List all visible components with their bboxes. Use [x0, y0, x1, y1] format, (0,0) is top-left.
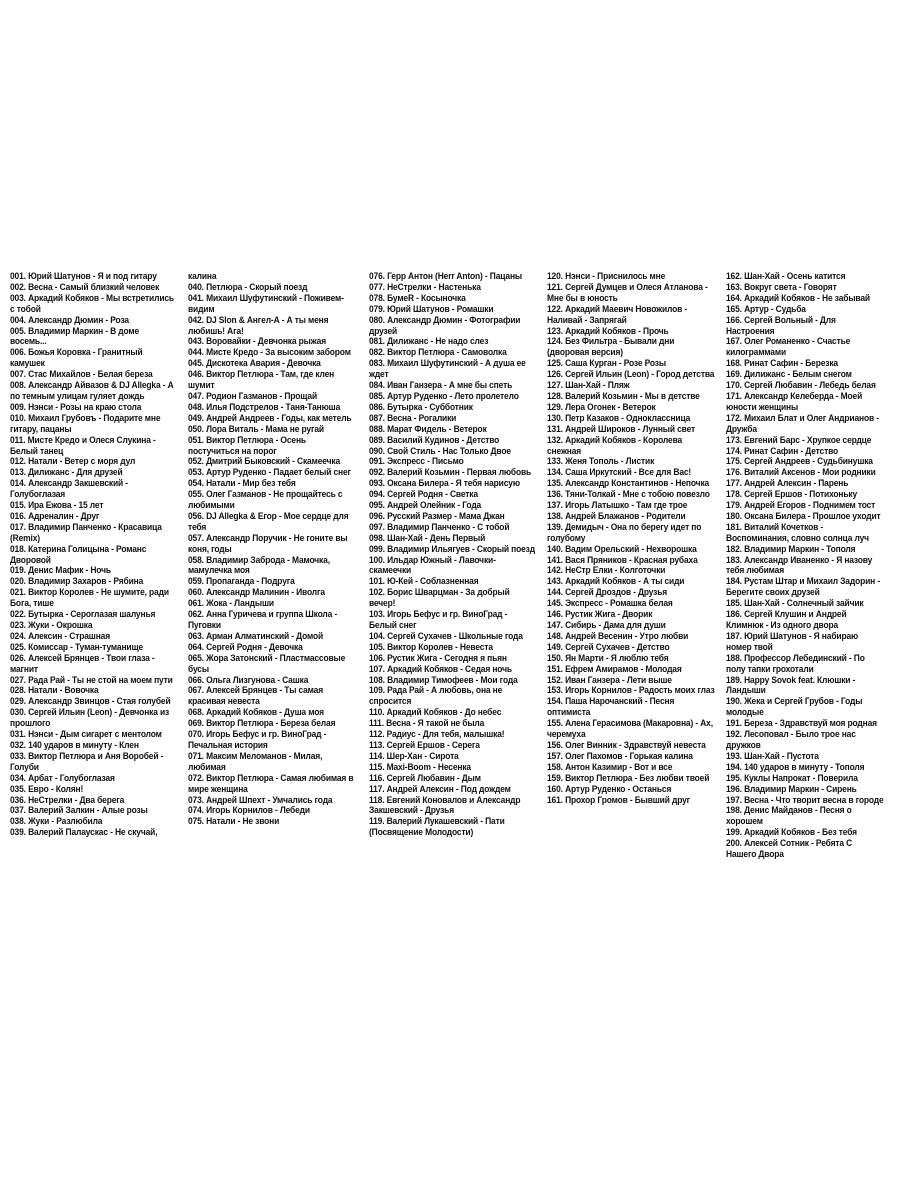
track-item: 073. Андрей Шпехт - Умчались года: [187, 794, 333, 805]
track-item: 170. Сергей Любавин - Лебедь белая: [725, 380, 876, 391]
track-item: 047. Родион Газманов - Прощай: [187, 390, 317, 401]
track-item: 174. Ринат Сафин - Детство: [725, 445, 838, 456]
track-item: 146. Рустик Жига - Дворик: [546, 609, 653, 620]
track-item: 107. Аркадий Кобяков - Седая ночь: [368, 663, 512, 674]
track-item: 080. Александр Дюмин - Фотографии друзей: [368, 314, 521, 336]
track-item: 155. Алена Герасимова (Макаровна) - Ах, черемуха: [546, 718, 713, 740]
track-item: 109. Рада Рай - А любовь, она не спросится: [368, 685, 503, 707]
track-item: 180. Оксана Билера - Прошлое уходит: [725, 510, 881, 521]
track-item: 005. Владимир Маркин - В доме восемь...: [10, 325, 140, 347]
track-item: 126. Сергей Ильин (Leon) - Город детства: [546, 369, 715, 380]
track-item: 116. Сергей Любавин - Дым: [368, 772, 481, 783]
track-item: 033. Виктор Петлюра и Аня Воробей - Голуби: [10, 750, 164, 772]
track-item: 011. Мисте Кредо и Олеся Слукина - Белый танец: [10, 434, 156, 456]
track-item: 177. Андрей Алексин - Парень: [725, 478, 849, 489]
track-item: 032. 140 ударов в минуту - Клен: [10, 739, 139, 750]
track-item: 088. Марат Фидель - Ветерок: [368, 423, 487, 434]
track-item: 172. Михаил Блат и Олег Андрианов - Дружба: [725, 412, 879, 434]
track-list: [726, 271, 887, 860]
track-item: 079. Юрий Шатунов - Ромашки: [368, 303, 494, 314]
track-item: 020. Владимир Захаров - Рябина: [10, 576, 144, 587]
track-item: 135. Александр Константинов - Непочка: [546, 478, 710, 489]
track-item: 057. Александр Поручик - Не гоните вы коня, годы: [187, 532, 348, 554]
track-item: 143. Аркадий Кобяков - А ты сиди: [546, 576, 685, 587]
track-item: 156. Олег Винник - Здравствуй невеста: [546, 739, 706, 750]
track-item: 051. Виктор Петлюра - Осень постучиться на порог: [187, 434, 306, 456]
track-item: 027. Рада Рай - Ты не стой на моем пути: [10, 674, 173, 685]
track-item: 154. Паша Нарочанский - Песня оптимиста: [546, 696, 675, 718]
track-item: 066. Ольга Лизгунова - Сашка: [187, 674, 309, 685]
track-column-4: [547, 271, 719, 941]
track-item: 118. Евгений Коновалов и Александр Закшевский - Друзья: [368, 794, 521, 816]
track-item: 042. DJ Slon & Ангел-А - А ты меня любишь! Ага!: [187, 314, 329, 336]
track-item: 009. Нэнси - Розы на краю стола: [10, 401, 142, 412]
track-item: 055. Олег Газманов - Не прощайтесь с любимыми: [187, 489, 343, 511]
track-item: 034. Арбат - Голубоглазая: [10, 772, 115, 783]
track-item: 095. Андрей Олейник - Года: [368, 500, 482, 511]
track-item: 046. Виктор Петлюра - Там, где клен шумит: [187, 369, 335, 391]
track-item: 105. Виктор Королев - Невеста: [368, 641, 493, 652]
track-item: 084. Иван Ганзера - А мне бы спеть: [368, 380, 513, 391]
track-item: 029. Александр Звинцов - Стая голубей: [10, 696, 171, 707]
track-item: 007. Стас Михайлов - Белая береза: [10, 369, 153, 380]
track-item: 176. Виталий Аксенов - Мои родники: [725, 467, 876, 478]
track-column-3: [369, 271, 540, 941]
track-item: 119. Валерий Лукашевский - Пати (Посвящение Молодости): [368, 816, 505, 838]
track-item: 129. Лера Огонек - Ветерок: [546, 401, 656, 412]
track-item: 049. Андрей Андреев - Годы, как метель: [187, 412, 352, 423]
track-item: 104. Сергей Сухачев - Школьные года: [368, 630, 523, 641]
track-item: 132. Аркадий Кобяков - Королева снежная: [546, 434, 682, 456]
track-item: 090. Свой Стиль - Нас Только Двое: [368, 445, 511, 456]
track-item: 023. Жуки - Окрошка: [10, 620, 93, 630]
track-item: 165. Артур - Судьба: [725, 303, 806, 314]
track-item: 021. Виктор Королев - Не шумите, ради Бога, тише: [10, 587, 169, 609]
track-item: 060. Александр Малинин - Иволга: [187, 587, 325, 598]
track-item: 067. Алексей Брянцев - Ты самая красивая невеста: [187, 685, 323, 707]
track-item: 157. Олег Пахомов - Горькая калина: [546, 750, 693, 761]
track-item: 085. Артур Руденко - Лето пролетело: [368, 390, 519, 401]
track-item: 097. Владимир Панченко - С тобой: [368, 521, 510, 532]
track-item: 101. Ю-Кей - Соблазненная: [368, 576, 479, 587]
track-item: 012. Натали - Ветер с моря дул: [10, 456, 136, 467]
track-item: 022. Бутырка - Сероглазая шалунья: [10, 609, 156, 620]
track-item: 152. Иван Ганзера - Лети выше: [546, 674, 672, 685]
track-item: 185. Шан-Хай - Солнечный зайчик: [725, 598, 864, 609]
track-item: 098. Шан-Хай - День Первый: [368, 532, 486, 543]
track-item: 192. Лесоповал - Было трое нас дружков: [725, 729, 856, 750]
track-item: 019. Денис Мафик - Ночь: [10, 565, 111, 576]
track-item: 123. Аркадий Кобяков - Прочь: [546, 325, 669, 336]
track-item: 076. Герр Антон (Herr Anton) - Пацаны: [368, 271, 522, 281]
track-item: 018. Катерина Голицына - Романс Дворовой: [10, 543, 147, 565]
track-item: 197. Весна - Что творит весна в городе: [725, 794, 884, 805]
track-item: 189. Happy Sovok feat. Клюшки - Ландыши: [725, 674, 856, 696]
track-item: 037. Валерий Залкин - Алые розы: [10, 805, 148, 816]
track-item: 025. Комиссар - Туман-туманище: [10, 641, 144, 652]
track-item: 117. Андрей Алексин - Под дождем: [368, 783, 511, 794]
track-item: 043. Воровайки - Девчонка рыжая: [187, 336, 326, 347]
track-item: 077. НеСтрелки - Настенька: [368, 281, 481, 292]
track-item: 038. Жуки - Разлюбила: [10, 816, 103, 827]
track-item: 036. НеСтрелки - Два берега: [10, 794, 125, 805]
track-column-5: [726, 271, 887, 941]
track-item: 031. Нэнси - Дым сигарет с ментолом: [10, 729, 162, 740]
track-item: 179. Андрей Егоров - Поднимем тост: [725, 500, 876, 511]
track-list: [188, 271, 362, 827]
track-column-1: [10, 271, 181, 941]
track-item: 196. Владимир Маркин - Сирень: [725, 783, 857, 794]
track-item: 142. НеСтр Елки - Колготочки: [546, 565, 666, 576]
track-item: 113. Сергей Ершов - Серега: [368, 739, 480, 750]
track-item: 115. Maxi-Boom - Несенка: [368, 761, 471, 772]
track-item: 184. Рустам Штар и Михаил Задорин - Берегите своих друзей: [725, 576, 880, 598]
track-item: 134. Саша Иркутский - Все для Вас!: [546, 467, 692, 478]
track-item: 045. Дискотека Авария - Девочка: [187, 358, 321, 369]
track-item: 071. Максим Меломанов - Милая, любимая: [187, 750, 323, 772]
track-item: 178. Сергей Ершов - Потихоньку: [725, 489, 857, 500]
track-item: 138. Андрей Блажанов - Родители: [546, 510, 686, 521]
track-item: 040. Петлюра - Скорый поезд: [187, 281, 308, 292]
track-item: 188. Профессор Лебединский - По полу тапки грохотали: [725, 652, 865, 674]
track-item: 061. Жока - Ландыши: [187, 598, 274, 609]
track-item: 052. Дмитрий Быковский - Скамеечка: [187, 456, 340, 467]
track-item: 056. DJ Allegka & Егор - Мое сердце для тебя: [187, 510, 349, 532]
track-item: 099. Владимир Ильягуев - Скорый поезд: [368, 543, 535, 554]
track-item: 153. Игорь Корнилов - Радость моих глаз: [546, 685, 715, 696]
track-item: 100. Ильдар Южный - Лавочки-скамеечки: [368, 554, 496, 576]
track-item: 122. Аркадий Маевич Новожилов - Наливай - Запрягай: [546, 303, 688, 325]
track-item: 026. Алексей Брянцев - Твои глаза - магнит: [10, 652, 155, 674]
track-item: 171. Александр Келеберда - Моей юности женщины: [725, 390, 863, 412]
track-item: 030. Сергей Ильин (Leon) - Девчонка из прошлого: [10, 707, 170, 729]
track-item: 194. 140 ударов в минуту - Тополя: [725, 761, 865, 772]
track-item: 094. Сергей Родня - Светка: [368, 489, 478, 500]
track-item: 064. Сергей Родня - Девочка: [187, 641, 303, 652]
track-item: 083. Михаил Шуфутинский - А душа ее ждет: [368, 358, 526, 380]
track-item: 093. Оксана Билера - Я тебя нарисую: [368, 478, 520, 489]
track-item: 068. Аркадий Кобяков - Душа моя: [187, 707, 324, 718]
track-item: 141. Вася Пряников - Красная рубаха: [546, 554, 698, 565]
track-item: 014. Александр Закшевский - Голубоглазая: [10, 478, 128, 500]
track-item: 024. Алексин - Страшная: [10, 630, 110, 641]
track-item: 127. Шан-Хай - Пляж: [546, 380, 630, 391]
track-item: 159. Виктор Петлюра - Без любви твоей: [546, 772, 710, 783]
track-item: 190. Жека и Сергей Грубов - Годы молодые: [725, 696, 863, 718]
track-item: 010. Михаил Грубовъ - Подарите мне гитару, пацаны: [10, 412, 161, 434]
track-item: 048. Илья Подстрелов - Таня-Танюша: [187, 401, 341, 412]
track-item: 124. Без Фильтра - Бывали дни (дворовая версия): [546, 336, 675, 358]
track-item: 187. Юрий Шатунов - Я набираю номер твой: [725, 630, 858, 652]
track-item: 039. Валерий Палаускас - Не скучай,: [10, 827, 158, 838]
track-column-2: [188, 271, 362, 941]
track-item: 181. Виталий Кочетков - Воспоминания, словно солнца луч: [725, 521, 869, 543]
track-item: 054. Натали - Мир без тебя: [187, 478, 296, 489]
track-item: 173. Евгений Барс - Хрупкое сердце: [725, 434, 872, 445]
track-item: 195. Куклы Напрокат - Поверила: [725, 772, 858, 783]
track-item: 087. Весна - Рогалики: [368, 412, 457, 423]
track-item: 015. Ира Ежова - 15 лет: [10, 500, 104, 511]
track-item: 145. Экспресс - Ромашка белая: [546, 598, 673, 609]
track-item: 158. Антон Казимир - Вот и все: [546, 761, 673, 772]
track-item: 112. Радиус - Для тебя, малышка!: [368, 729, 505, 740]
track-list: [10, 271, 181, 838]
track-item: 041. Михаил Шуфутинский - Поживем-видим: [187, 292, 344, 314]
track-item: 103. Игорь Бефус и гр. ВиноГрад - Белый снег: [368, 609, 508, 630]
track-item: 108. Владимир Тимофеев - Мои года: [368, 674, 518, 685]
track-item: 139. Демидыч - Она по берегу идет по голубому: [546, 521, 702, 543]
track-item: 168. Ринат Сафин - Березка: [725, 358, 838, 369]
track-item: 164. Аркадий Кобяков - Не забывай: [725, 292, 870, 303]
track-item: 125. Саша Курган - Розе Розы: [546, 358, 666, 369]
track-item: 149. Сергей Сухачев - Детство: [546, 641, 670, 652]
track-item: 058. Владимир Заброда - Мамочка, мамулечка моя: [187, 554, 330, 576]
track-item: 131. Андрей Широков - Лунный свет: [546, 423, 695, 434]
track-item: 002. Весна - Самый близкий человек: [10, 281, 160, 292]
track-item: 199. Аркадий Кобяков - Без тебя: [725, 827, 857, 838]
track-item: 186. Сергей Клушин и Андрей Климнюк - Из одного двора: [725, 609, 847, 630]
track-item: 148. Андрей Весенин - Утро любви: [546, 630, 689, 641]
track-item: 137. Игорь Латышко - Там где трое: [546, 500, 688, 511]
track-item: 167. Олег Романенко - Счастье килограммами: [725, 336, 851, 358]
track-item: 191. Береза - Здравствуй моя родная: [725, 718, 877, 729]
track-item: 081. Дилижанс - Не надо слез: [368, 336, 489, 347]
track-item: 133. Женя Тополь - Листик: [546, 456, 655, 467]
track-item: 144. Сергей Дроздов - Друзья: [546, 587, 667, 598]
track-item: 198. Денис Майданов - Песня о хорошем: [725, 805, 852, 827]
track-item: 028. Натали - Вовочка: [10, 685, 99, 696]
track-item: калина: [187, 271, 217, 281]
track-item: 175. Сергей Андреев - Судьбинушка: [725, 456, 873, 467]
track-item: 016. Адреналин - Друг: [10, 510, 100, 521]
track-item: 106. Рустик Жига - Сегодня я пьян: [368, 652, 507, 663]
track-item: 086. Бутырка - Субботник: [368, 401, 473, 412]
track-item: 008. Александр Айвазов & DJ Allegka - А по темным улицам гуляет дождь: [10, 380, 174, 401]
track-item: 089. Василий Кудинов - Детство: [368, 434, 500, 445]
track-item: 120. Нэнси - Приснилось мне: [546, 271, 666, 281]
track-item: 130. Петр Казаков - Одноклассница: [546, 412, 691, 423]
track-item: 065. Жора Затонский - Пластмассовые бусы: [187, 652, 346, 674]
track-item: 140. Вадим Орельский - Нехворошка: [546, 543, 697, 554]
track-list: [547, 271, 719, 805]
track-item: 017. Владимир Панченко - Красавица (Remix): [10, 521, 162, 543]
track-item: 128. Валерий Козьмин - Мы в детстве: [546, 390, 700, 401]
track-item: 114. Шер-Хан - Сирота: [368, 750, 459, 761]
track-item: 069. Виктор Петлюра - Береза белая: [187, 718, 336, 729]
track-item: 053. Артур Руденко - Падает белый снег: [187, 467, 351, 478]
track-item: 161. Прохор Громов - Бывший друг: [546, 794, 690, 805]
track-item: 003. Аркадий Кобяков - Мы встретились с тобой: [10, 292, 174, 314]
track-item: 059. Пропаганда - Подруга: [187, 576, 295, 587]
track-item: 096. Русский Размер - Мама Джан: [368, 510, 505, 521]
track-item: 160. Артур Руденко - Останься: [546, 783, 672, 794]
track-item: 151. Ефрем Амирамов - Молодая: [546, 663, 682, 674]
track-list-sheet: [10, 271, 894, 941]
track-item: 111. Весна - Я такой не была: [368, 718, 485, 729]
track-item: 162. Шан-Хай - Осень катится: [725, 271, 846, 281]
track-item: 070. Игорь Бефус и гр. ВиноГрад - Печальная история: [187, 729, 327, 750]
track-item: 183. Александр Иваненко - Я назову тебя любимая: [725, 554, 873, 576]
track-item: 091. Экспресс - Письмо: [368, 456, 464, 467]
track-item: 166. Сергей Вольный - Для Настроения: [725, 314, 836, 336]
track-item: 092. Валерий Козьмин - Первая любовь: [368, 467, 532, 478]
track-item: 074. Игорь Корнилов - Лебеди: [187, 805, 310, 816]
track-item: 110. Аркадий Кобяков - До небес: [368, 707, 502, 718]
track-item: 006. Божья Коровка - Гранитный камушек: [10, 347, 143, 369]
track-item: 013. Дилижанс - Для друзей: [10, 467, 123, 478]
track-item: 035. Евро - Колян!: [10, 783, 84, 794]
track-item: 121. Сергей Думцев и Олеся Атланова - Мне бы в юность: [546, 281, 708, 303]
track-item: 072. Виктор Петлюра - Самая любимая в мире женщина: [187, 772, 354, 794]
track-item: 075. Натали - Не звони: [187, 816, 280, 827]
track-item: 062. Анна Гуричева и группа Школа - Пуговки: [187, 609, 338, 630]
track-item: 182. Владимир Маркин - Тополя: [725, 543, 856, 554]
track-item: 082. Виктор Петлюра - Самоволка: [368, 347, 507, 358]
track-item: 004. Александр Дюмин - Роза: [10, 314, 129, 325]
track-item: 050. Лора Виталь - Мама не ругай: [187, 423, 324, 434]
track-item: 078. БумеR - Косыночка: [368, 292, 466, 303]
track-item: 102. Борис Шварцман - За добрый вечер!: [368, 587, 510, 609]
track-item: 150. Ян Марти - Я люблю тебя: [546, 652, 669, 663]
track-item: 001. Юрий Шатунов - Я и под гитару: [10, 271, 157, 281]
track-item: 200. Алексей Сотник - Ребята С Нашего Двора: [725, 838, 852, 860]
track-item: 136. Тяни-Толкай - Мне с тобою повезло: [546, 489, 710, 500]
track-item: 163. Вокруг света - Говорят: [725, 281, 837, 292]
track-item: 193. Шан-Хай - Пустота: [725, 750, 819, 761]
track-item: 063. Арман Алматинский - Домой: [187, 630, 324, 641]
track-item: 147. Сибирь - Дама для души: [546, 620, 666, 630]
track-item: 044. Мисте Кредо - За высоким забором: [187, 347, 351, 358]
track-list: [369, 271, 540, 838]
track-item: 169. Дилижанс - Белым снегом: [725, 369, 852, 380]
